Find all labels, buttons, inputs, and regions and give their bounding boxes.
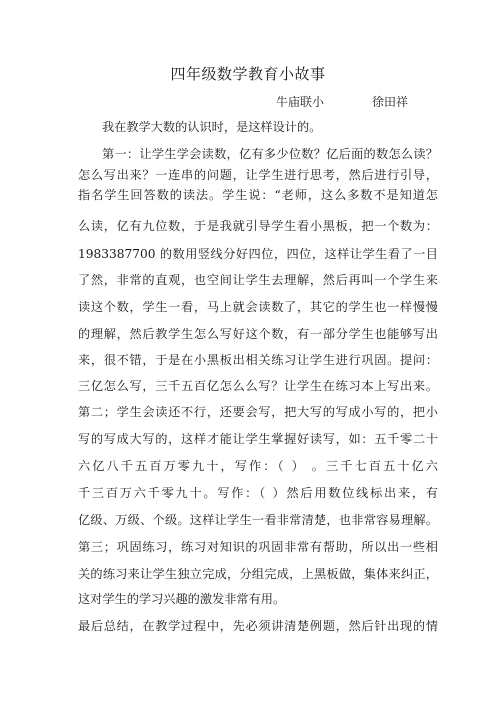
body-line: 第三；巩固练习，练习对知识的巩固非常有帮助，所以出一些相 <box>78 540 438 554</box>
body-line: 么读，亿有九位数，于是我就引导学生看小黑板，把一个数为： <box>78 219 438 233</box>
body-line: 第二；学生会读还不行，还要会写，把大写的写成小写的，把小 <box>78 405 438 419</box>
body-line: 怎么写出来？一连串的问题，让学生进行思考，然后进行引导， <box>78 168 438 182</box>
author-school: 牛庙联小 <box>276 95 325 109</box>
body-line: 三亿怎么写，三千五百亿怎么么写？让学生在练习本上写出来。 <box>78 379 438 393</box>
body-line: 的理解，然后教学生怎么写好这个数，有一部分学生也能够写出 <box>78 327 438 341</box>
body-line: 指名学生回答数的读法。学生说：“老师，这么多数不是知道怎 <box>78 188 438 202</box>
body-line: 关的练习来让学生独立完成，分组完成，上黑板做，集体来纠正， <box>78 567 438 581</box>
body-line: 这对学生的学习兴趣的激发非常有用。 <box>78 592 286 606</box>
body-line: 六亿八千五百万零九十，写作：（ ） 。三千七百五十亿六 <box>78 459 438 473</box>
body-line: 亿级、万级、个级。这样让学生一看非常清楚，也非常容易理解。 <box>78 513 438 527</box>
body-line: 读这个数，学生一看，马上就会读数了，其它的学生也一样慢慢 <box>78 300 438 314</box>
author-name: 徐田祥 <box>372 95 409 109</box>
body-line: 了然，非常的直观，也空间让学生去理解，然后再叫一个学生来 <box>78 273 438 287</box>
body-line: 写的写成大写的，这样才能让学生掌握好读写，如：五千零二十 <box>78 432 438 446</box>
document-title: 四年级数学教育小故事 <box>170 65 326 83</box>
body-line: 来，很不错，于是在小黑板出相关练习让学生进行巩固。提问： <box>78 353 438 367</box>
body-line: 我在教学大数的认识时，是这样设计的。 <box>102 120 322 134</box>
body-line: 1983387700 的数用竖线分好四位，四位，这样让学生看了一目 <box>78 247 438 261</box>
body-line: 第一：让学生学会读数，亿有多少位数？亿后面的数怎么读？ <box>102 147 438 161</box>
body-line: 千三百万六千零九十。写作：（ ）然后用数位线标出来，有 <box>78 486 438 500</box>
body-line: 最后总结，在教学过程中，先必须讲清楚例题，然后针出现的情 <box>78 619 438 633</box>
